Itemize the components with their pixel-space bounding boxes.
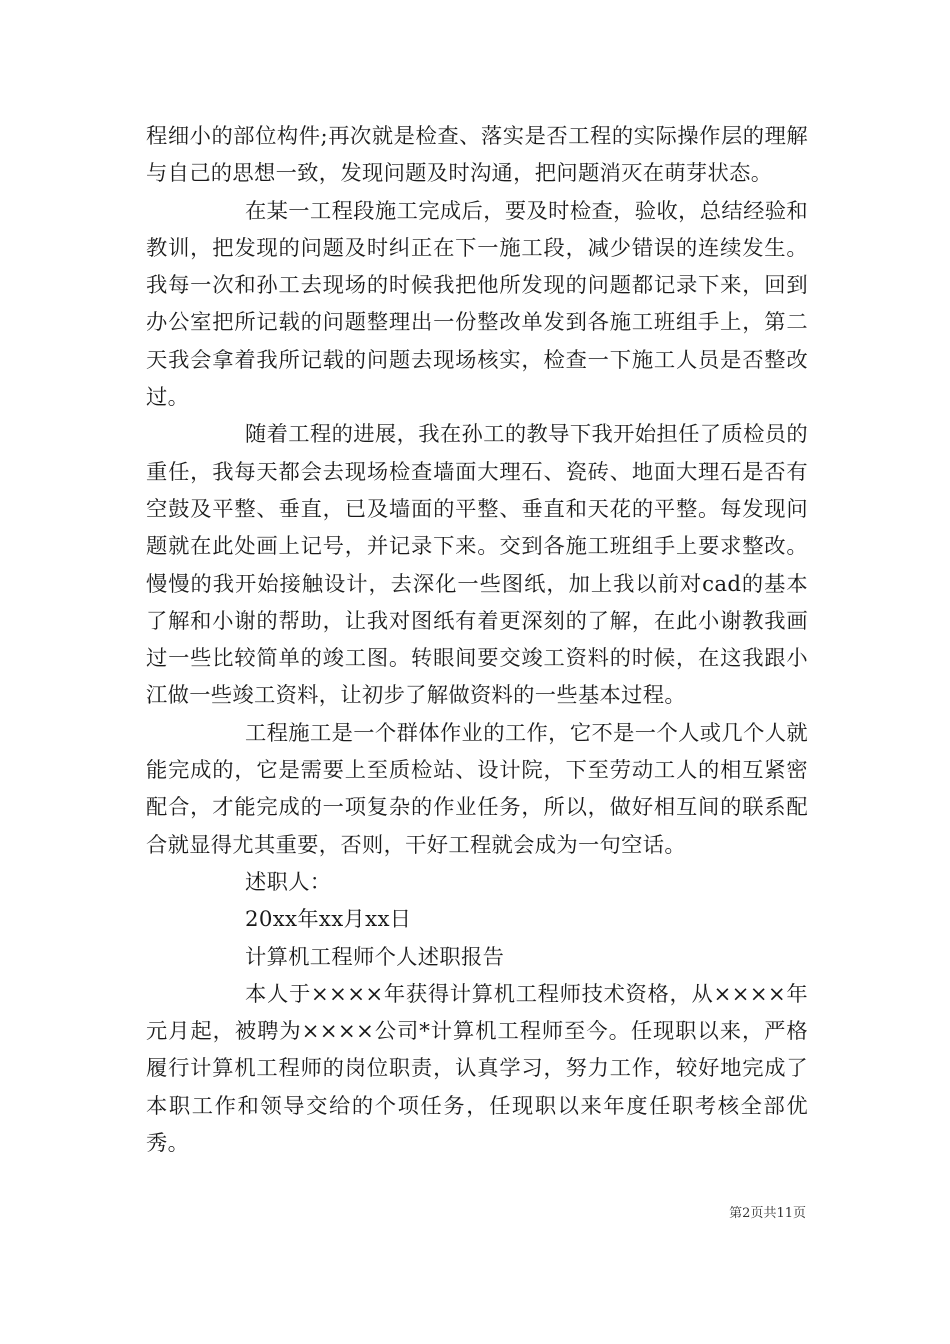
page-number: 第2页共11页 bbox=[729, 1206, 806, 1221]
report-title: 计算机工程师个人述职报告 bbox=[245, 944, 505, 970]
signature-label: 述职人： bbox=[245, 869, 332, 895]
paragraph-teamwork: 工程施工是一个群体作业的工作，它不是一个人或几个人就能完成的，它是需要上至质检站、设计院，下至劳动工人的相互紧密配合，才能完成的一项复杂的作业任务，所以，做好相互间的联系配合就显得尤其重要，否则，干好工程就会成为一句空话。 bbox=[146, 720, 808, 858]
paragraph-inspection: 在某一工程段施工完成后，要及时检查，验收，总结经验和教训，把发现的问题及时纠正在下一施工段，减少错误的连续发生。我每一次和孙工去现场的时候我把他所发现的问题都记录下来，回到办公室把所记载的问题整理出一份整改单发到各施工班组手上，第二天我会拿着我所记载的问题去现场核实，检查一下施工人员是否整改过。 bbox=[146, 198, 808, 411]
paragraph-continuation: 程细小的部位构件;再次就是检查、落实是否工程的实际操作层的理解与自己的思想一致，发现问题及时沟通，把问题消灭在萌芽状态。 bbox=[146, 124, 808, 187]
document-body bbox=[146, 118, 808, 1162]
paragraph-report-intro: 本人于××××年获得计算机工程师技术资格，从××××年元月起，被聘为××××公司*计算机工程师至今。任现职以来，严格履行计算机工程师的岗位职责，认真学习，努力工作，较好地完成了本职工作和领导交给的个项任务，任现职以来年度任职考核全部优秀。 bbox=[146, 981, 808, 1157]
paragraph-quality-inspector: 随着工程的进展，我在孙工的教导下我开始担任了质检员的重任，我每天都会去现场检查墙面大理石、瓷砖、地面大理石是否有空鼓及平整、垂直，已及墙面的平整、垂直和天花的平整。每发现问题就在此处画上记号，并记录下来。交到各施工班组手上要求整改。慢慢的我开始接触设计，去深化一些图纸，加上我以前对cad的基本了解和小谢的帮助，让我对图纸有着更深刻的了解，在此小谢教我画过一些比较简单的竣工图。转眼间要交竣工资料的时候，在这我跟小江做一些竣工资料，让初步了解做资料的一些基本过程。 bbox=[146, 422, 808, 709]
signature-date: 20xx年xx月xx日 bbox=[245, 907, 412, 933]
